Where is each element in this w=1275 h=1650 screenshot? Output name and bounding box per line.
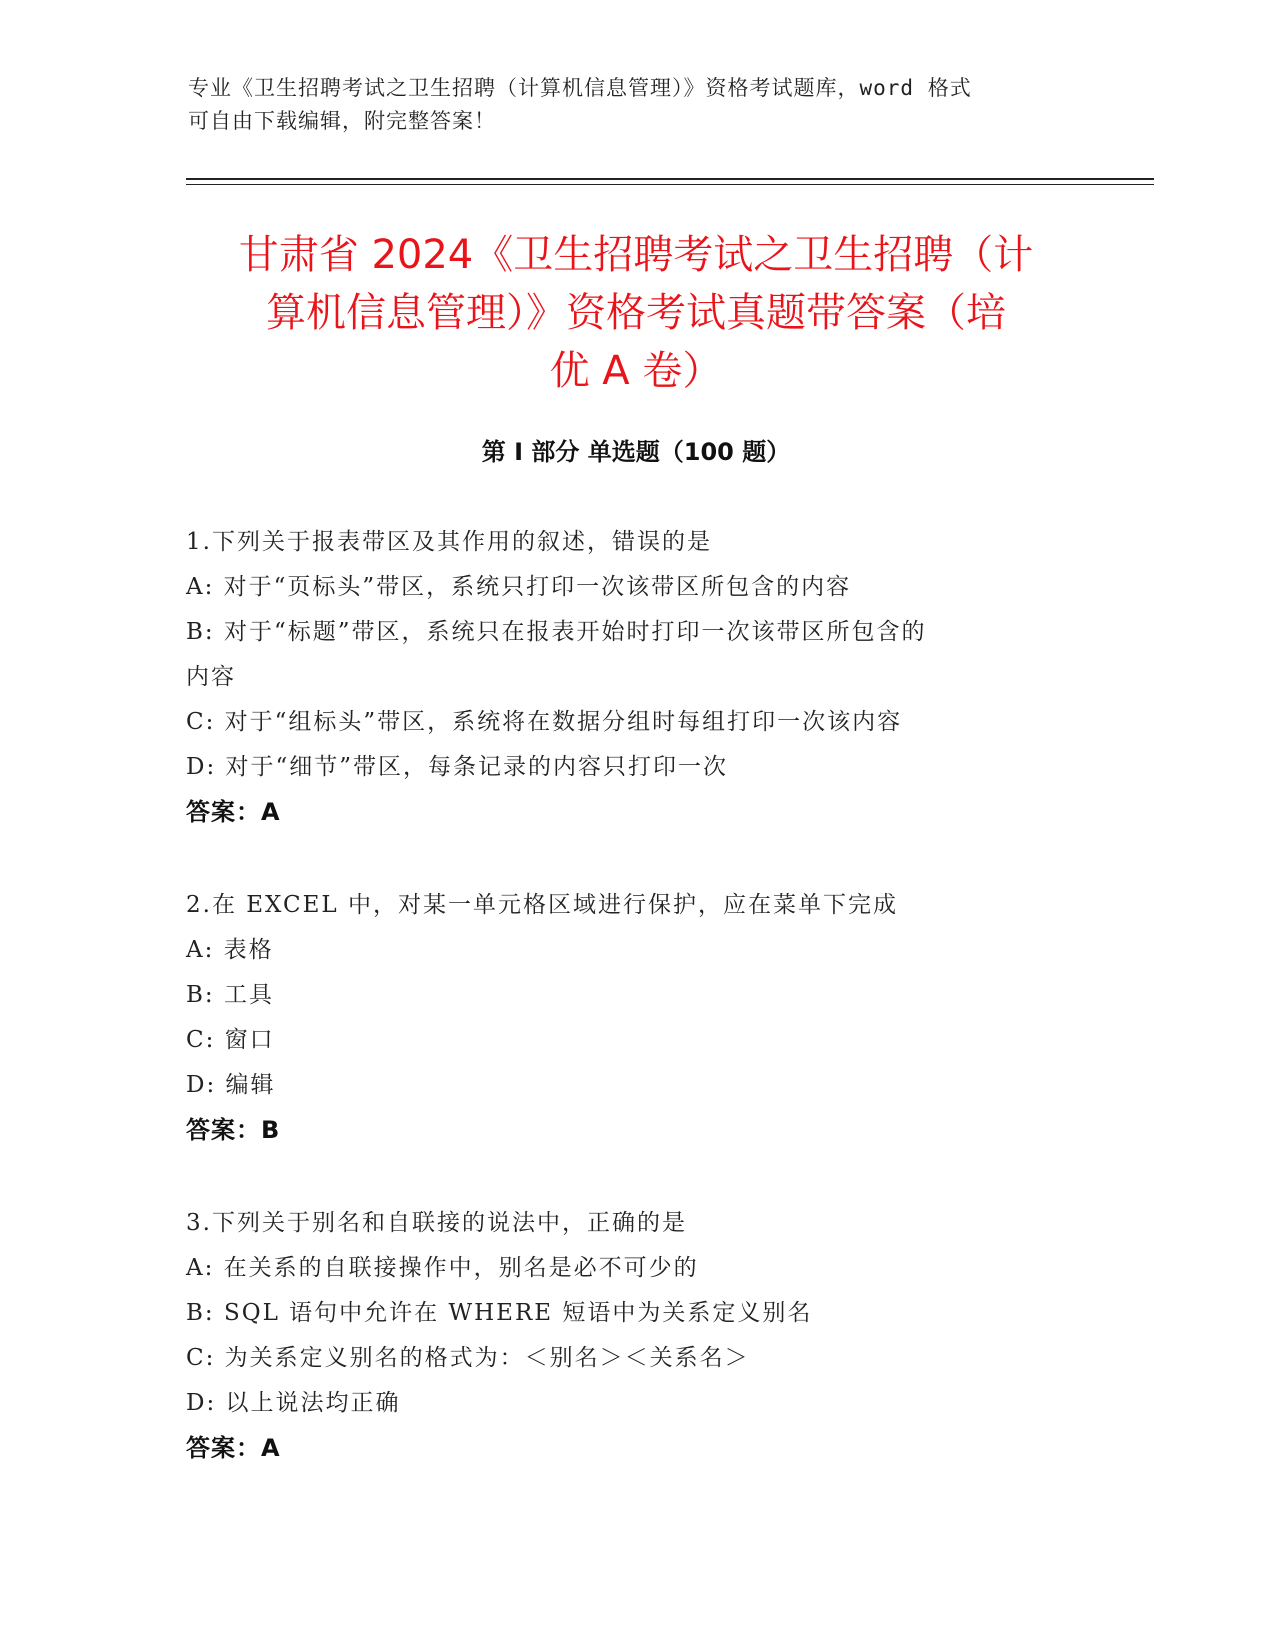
- answer-label: 答案：A: [186, 1434, 281, 1462]
- answer-label: 答案：B: [186, 1116, 281, 1144]
- header-divider-thin: [186, 184, 1154, 185]
- option-b-continued: 内容: [186, 664, 236, 690]
- option-c: C: 为关系定义别名的格式为：＜别名＞＜关系名＞: [186, 1345, 750, 1371]
- option-d: D: 编辑: [186, 1072, 276, 1098]
- section-title: 第 I 部分 单选题（100 题）: [481, 438, 791, 466]
- option-c: C: 窗口: [186, 1027, 275, 1053]
- document-title: [186, 226, 1086, 400]
- option-a: A: 对于“页标头”带区，系统只打印一次该带区所包含的内容: [186, 574, 852, 600]
- option-a: A: 在关系的自联接操作中，别名是必不可少的: [186, 1255, 699, 1281]
- document-title-line-2: 算机信息管理）》资格考试真题带答案（培: [266, 290, 1006, 336]
- option-d: D: 以上说法均正确: [186, 1390, 401, 1416]
- document-title-line-3: 优 A 卷）: [549, 348, 723, 394]
- question-stem: 1.下列关于报表带区及其作用的叙述，错误的是: [186, 529, 712, 555]
- option-d: D: 对于“细节”带区，每条记录的内容只打印一次: [186, 754, 729, 780]
- question-stem: 3.下列关于别名和自联接的说法中，正确的是: [186, 1210, 687, 1236]
- option-b: B: SQL 语句中允许在 WHERE 短语中为关系定义别名: [186, 1300, 813, 1326]
- answer-label: 答案：A: [186, 798, 281, 826]
- document-title-line-1: 甘肃省 2024《卫生招聘考试之卫生招聘（计: [238, 232, 1034, 278]
- header-note-line-1: 专业《卫生招聘考试之卫生招聘（计算机信息管理）》资格考试题库，word 格式: [188, 76, 972, 100]
- header-note: [188, 72, 1068, 138]
- option-b: B: 工具: [186, 982, 274, 1008]
- question-3: [186, 1201, 1086, 1471]
- option-b: B: 对于“标题”带区，系统只在报表开始时打印一次该带区所包含的: [186, 619, 927, 645]
- header-divider-thick: [186, 178, 1154, 180]
- option-a: A: 表格: [186, 937, 274, 963]
- header-note-line-2: 可自由下载编辑，附完整答案！: [188, 109, 496, 133]
- question-2: [186, 883, 1086, 1153]
- question-1: [186, 520, 1086, 835]
- option-c: C: 对于“组标头”带区，系统将在数据分组时每组打印一次该内容: [186, 709, 903, 735]
- question-stem: 2.在 EXCEL 中，对某一单元格区域进行保护，应在菜单下完成: [186, 892, 898, 918]
